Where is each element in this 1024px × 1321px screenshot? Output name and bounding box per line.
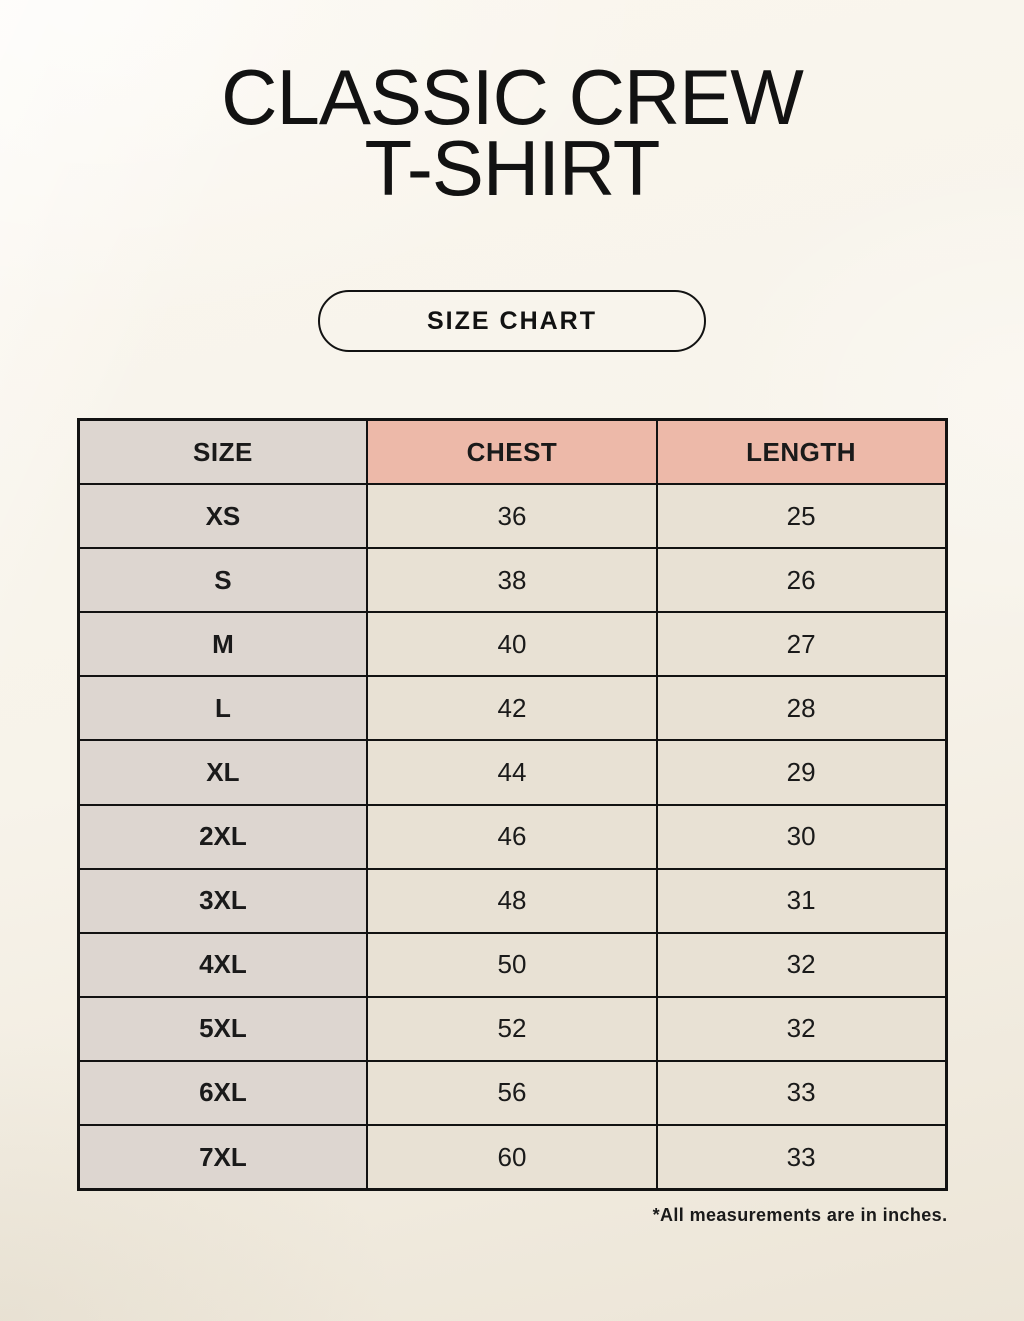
- table-row: [78, 676, 946, 740]
- table-header-row: [78, 420, 946, 485]
- length-cell: 33: [657, 1061, 946, 1125]
- size-table: [77, 418, 948, 1191]
- header-cell-chest: CHEST: [367, 420, 656, 485]
- size-cell: XS: [78, 484, 367, 548]
- chest-cell: 42: [367, 676, 656, 740]
- length-cell: 25: [657, 484, 946, 548]
- size-cell: 4XL: [78, 933, 367, 997]
- size-cell: 2XL: [78, 805, 367, 869]
- length-cell: 27: [657, 612, 946, 676]
- table-row: [78, 612, 946, 676]
- page-title-line-2: T-SHIRT: [364, 124, 660, 212]
- size-cell: 7XL: [78, 1125, 367, 1190]
- size-cell: L: [78, 676, 367, 740]
- size-cell: XL: [78, 740, 367, 804]
- table-row: [78, 1125, 946, 1190]
- header-cell-size: SIZE: [78, 420, 367, 485]
- length-cell: 30: [657, 805, 946, 869]
- size-chart-button[interactable]: [318, 290, 706, 352]
- chest-cell: 52: [367, 997, 656, 1061]
- size-cell: M: [78, 612, 367, 676]
- chest-cell: 40: [367, 612, 656, 676]
- size-cell: 3XL: [78, 869, 367, 933]
- table-row: [78, 548, 946, 612]
- length-cell: 32: [657, 933, 946, 997]
- table-row: [78, 997, 946, 1061]
- length-cell: 26: [657, 548, 946, 612]
- chest-cell: 38: [367, 548, 656, 612]
- size-chart-button-label: SIZE CHART: [427, 306, 597, 335]
- chest-cell: 60: [367, 1125, 656, 1190]
- chest-cell: 48: [367, 869, 656, 933]
- size-cell: 6XL: [78, 1061, 367, 1125]
- chest-cell: 36: [367, 484, 656, 548]
- table-row: [78, 484, 946, 548]
- size-cell: S: [78, 548, 367, 612]
- length-cell: 29: [657, 740, 946, 804]
- chest-cell: 46: [367, 805, 656, 869]
- table-row: [78, 869, 946, 933]
- chest-cell: 44: [367, 740, 656, 804]
- page-title: [0, 0, 1024, 212]
- length-cell: 33: [657, 1125, 946, 1190]
- length-cell: 28: [657, 676, 946, 740]
- length-cell: 31: [657, 869, 946, 933]
- chest-cell: 56: [367, 1061, 656, 1125]
- page-title-line-1: CLASSIC CREW: [221, 53, 803, 141]
- table-row: [78, 740, 946, 804]
- chest-cell: 50: [367, 933, 656, 997]
- table-row: [78, 1061, 946, 1125]
- size-cell: 5XL: [78, 997, 367, 1061]
- length-cell: 32: [657, 997, 946, 1061]
- measurements-footnote: *All measurements are in inches.: [652, 1205, 948, 1226]
- table-row: [78, 805, 946, 869]
- header-cell-length: LENGTH: [657, 420, 946, 485]
- table-row: [78, 933, 946, 997]
